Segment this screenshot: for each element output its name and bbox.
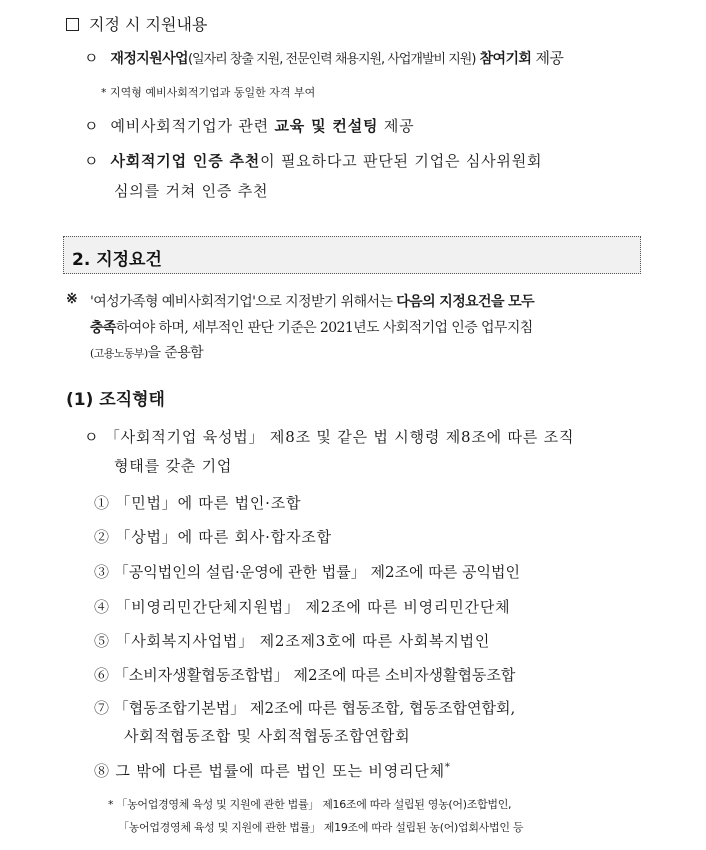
intro-bold-1: 다음의 지정요건을 모두	[396, 294, 535, 310]
org-item-3	[94, 561, 520, 582]
org-item-4	[94, 596, 510, 617]
org-item-1-text: 「민법」에 따른 법인·조합	[115, 494, 302, 512]
org-item-5-text: 「사회복지사업법」 제2조제3호에 따른 사회복지법인	[115, 632, 491, 650]
org-item-3-text: 「공익법인의 설립·운영에 관한 법률」 제2조에 따른 공익법인	[113, 563, 520, 581]
subsection-1-title: (1) 조직형태	[66, 390, 165, 410]
intro-text-2: 하여야 하며, 세부적인 판단 기준은 2021년도 사회적기업 인증 업무지침	[115, 320, 533, 336]
org-item-7-line2: 사회적협동조합 및 사회적협동조합연합회	[124, 727, 411, 745]
intro-mark: ※	[66, 291, 78, 307]
number-circle-5: ⑤	[94, 632, 110, 650]
support-bullet-3-text1: 이 필요하다고 판단된 기업은 심사위원회	[260, 152, 543, 170]
number-circle-2: ②	[94, 528, 110, 546]
intro-text-1: '여성가족형 예비사회적기업'으로 지정받기 위해서는	[90, 294, 393, 310]
footnote-marker: *	[444, 762, 451, 773]
intro-bold-2: 충족	[90, 320, 116, 336]
support-bullet-1	[84, 47, 563, 68]
support-bullet-3-line2: 심의를 거쳐 인증 추천	[114, 182, 269, 200]
intro-line-1	[90, 291, 534, 311]
org-bullet-line2: 형태를 갖춘 기업	[114, 457, 233, 475]
bullet-circle-icon: ㅇ	[84, 428, 100, 446]
org-item-7-text: 「협동조합기본법」 제2조에 따른 협동조합, 협동조합연합회,	[113, 699, 516, 717]
org-item-7	[94, 697, 515, 718]
footnote-line-2: 「농어업경영체 육성 및 지원에 관한 법률」 제19조에 따라 설립된 농(어)업회사법인 등	[118, 821, 524, 834]
org-item-6	[94, 664, 515, 685]
number-circle-3: ③	[94, 563, 110, 581]
org-item-8-text: 그 밖에 다른 법률에 따른 법인 또는 비영리단체	[115, 762, 445, 780]
number-circle-7: ⑦	[94, 699, 110, 717]
number-circle-8: ⑧	[94, 762, 110, 780]
number-circle-4: ④	[94, 598, 110, 616]
bullet-circle-icon: ㅇ	[84, 117, 100, 135]
intro-line-3	[90, 342, 203, 362]
footnote-line-1: * 「농어업경영체 육성 및 지원에 관한 법률」 제16조에 따라 설립된 영농(어)조합법인,	[108, 798, 512, 811]
intro-small: (고용노동부)	[90, 347, 148, 360]
number-circle-1: ①	[94, 494, 110, 512]
org-item-2-text: 「상법」에 따른 회사·합자조합	[115, 528, 332, 546]
support-heading-text: 지정 시 지원내용	[89, 15, 208, 34]
support-heading	[66, 12, 207, 35]
org-item-8	[94, 760, 451, 781]
org-item-4-text: 「비영리민간단체지원법」 제2조에 따른 비영리민간단체	[115, 598, 511, 616]
org-bullet-line1: 「사회적기업 육성법」 제8조 및 같은 법 시행령 제8조에 따른 조직	[104, 428, 575, 446]
intro-text-3: 을 준용함	[147, 345, 204, 361]
support-bullet-2-text2: 제공	[383, 117, 415, 135]
org-item-6-text: 「소비자생활협동조합법」 제2조에 따른 소비자생활협동조합	[113, 666, 516, 684]
financial-support-label: 재정지원사업	[110, 51, 188, 67]
financial-support-detail: (일자리 창출 지원, 전문인력 채용지원, 사업개발비 지원)	[187, 52, 476, 67]
participation-label: 참여기회	[479, 51, 532, 67]
org-item-1	[94, 492, 301, 513]
support-bullet-2-text1: 예비사회적기업가 관련	[110, 117, 269, 135]
intro-line-2	[90, 317, 533, 337]
support-bullet-3	[84, 150, 542, 171]
section-2-header	[63, 236, 641, 274]
certification-recommend-label: 사회적기업 인증 추천	[110, 152, 261, 170]
support-bullet-2	[84, 115, 414, 136]
provision-text: 제공	[535, 49, 564, 67]
checkbox-square-icon	[66, 18, 79, 31]
bullet-circle-icon: ㅇ	[84, 49, 98, 67]
number-circle-6: ⑥	[94, 666, 110, 684]
education-consulting-label: 교육 및 컨설팅	[274, 117, 379, 135]
org-item-2	[94, 526, 332, 547]
org-item-5	[94, 630, 490, 651]
bullet-circle-icon: ㅇ	[84, 152, 100, 170]
org-bullet	[84, 426, 574, 447]
support-note-1: * 지역형 예비사회적기업과 동일한 자격 부여	[101, 86, 316, 99]
section-2-title: 2. 지정요건	[72, 250, 162, 270]
